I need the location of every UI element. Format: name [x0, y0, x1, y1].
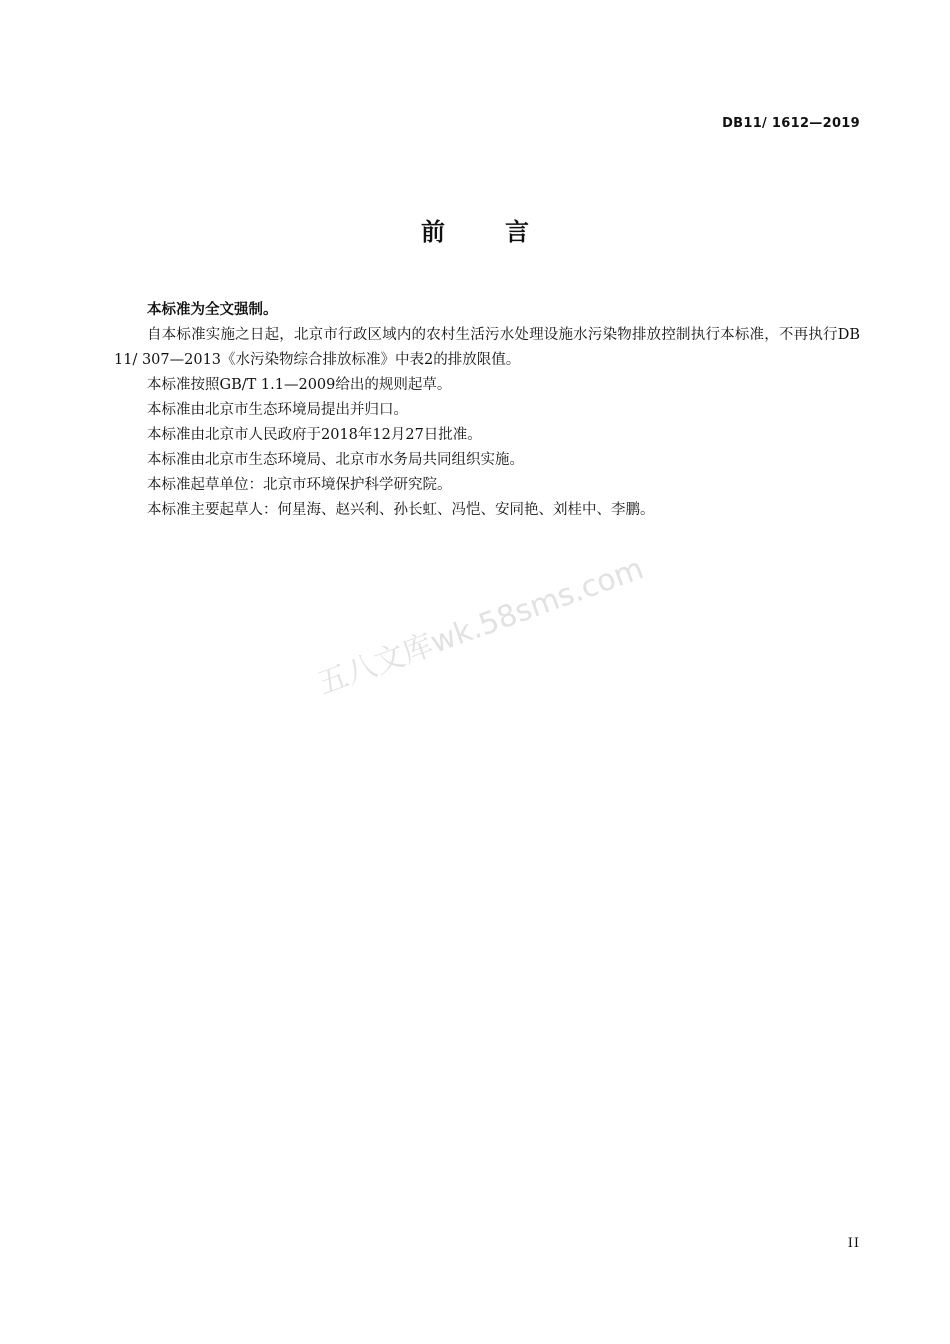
paragraph-drafters: 本标准主要起草人：何星海、赵兴利、孙长虹、冯恺、安同艳、刘桂中、李鹏。 [147, 502, 655, 518]
paragraph-approved-by: 本标准由北京市人民政府于2018年12月27日批准。 [147, 427, 482, 443]
paragraph-proposed-by: 本标准由北京市生态环境局提出并归口。 [147, 402, 408, 418]
paragraph-mandatory-statement: 本标准为全文强制。 [147, 302, 278, 318]
paragraph-drafting-unit: 本标准起草单位：北京市环境保护科学研究院。 [147, 477, 452, 493]
paragraph-drafting-rules: 本标准按照GB/T 1.1—2009给出的规则起草。 [147, 377, 452, 393]
watermark: 五八文库wk.58sms.com [313, 551, 649, 702]
paragraph-implemented-by: 本标准由北京市生态环境局、北京市水务局共同组织实施。 [147, 452, 524, 468]
page-number: II [847, 1236, 860, 1251]
document-code: DB11/ 1612—2019 [722, 116, 860, 131]
paragraph-implementation: 自本标准实施之日起，北京市行政区域内的农村生活污水处理设施水污染物排放控制执行本标准，不再执行DB 11/ 307—2013《水污染物综合排放标准》中表2的排放限值。 [114, 327, 860, 368]
body-text [114, 298, 860, 523]
page-title: 前言 [421, 218, 589, 246]
